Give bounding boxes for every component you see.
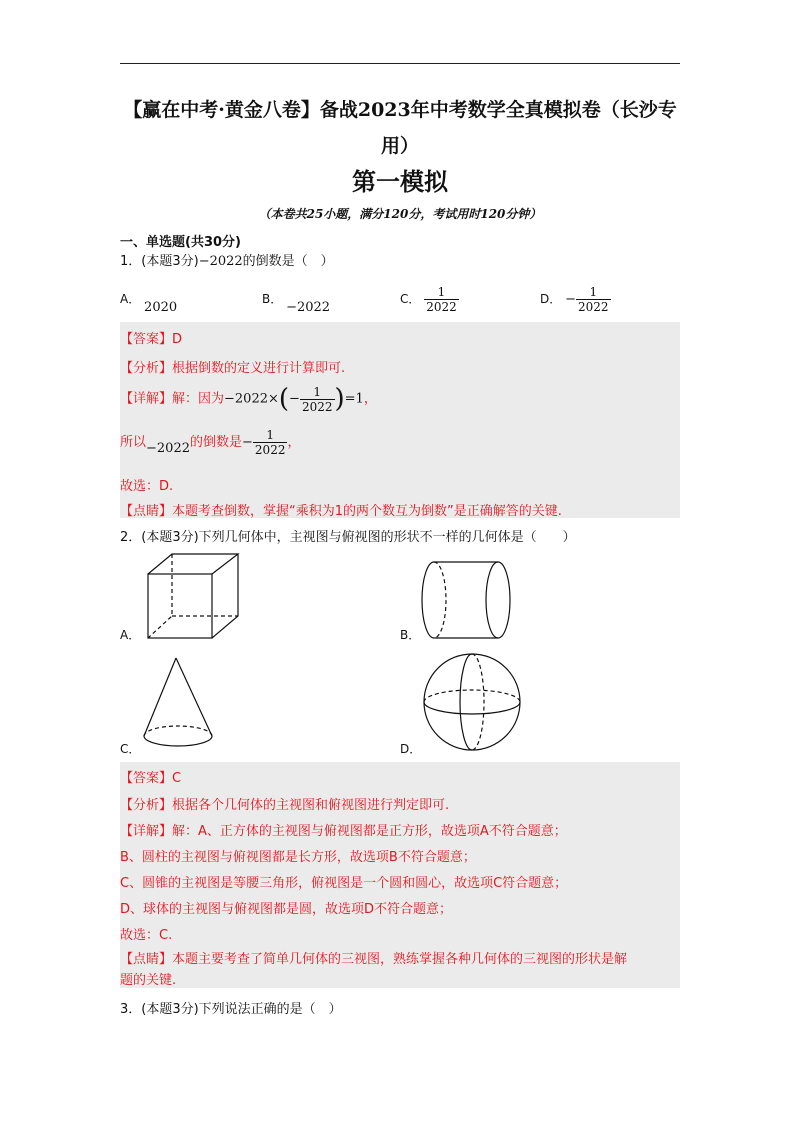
comma: ， (363, 391, 377, 407)
q2-answer: 【答案】C (120, 771, 182, 786)
q1-analysis: 【分析】根据倒数的定义进行计算即可. (120, 361, 346, 376)
paren-close: ) (334, 384, 345, 414)
so-prefix: 所以 (120, 435, 147, 450)
option-value: −2022 (286, 300, 331, 315)
detail-prefix: 【详解】解：因为 (120, 391, 225, 407)
so-math: −2022 (146, 441, 190, 456)
q1-choose: 故选：D. (120, 479, 174, 494)
q2-line-c: C、圆锥的主视图是等腰三角形，俯视图是一个圆和圆心，故选项C符合题意； (120, 876, 568, 891)
minus-sign: − (242, 435, 253, 450)
minus-sign: − (289, 391, 300, 407)
q1-suffix: 的倒数是（ ） (242, 254, 334, 269)
q2-option-c-label: C． (120, 742, 141, 756)
numerator: 1 (253, 428, 288, 443)
fraction (300, 385, 335, 414)
title-line-2: 用） (380, 135, 419, 157)
q2-comment-1: 【点睛】本题主要考查了简单几何体的三视图，熟练掌握各种几何体的三视图的形状是解 (120, 952, 628, 967)
section-title: 一、单选题(共30分) (120, 235, 241, 250)
title-line-1: 【赢在中考·黄金八卷】备战2023年中考数学全真模拟卷（长沙专 (123, 99, 677, 121)
comma: ， (287, 435, 301, 450)
q1-option-b (262, 290, 331, 315)
equals-one: =1 (344, 391, 364, 407)
q1-option-d (540, 285, 611, 314)
q2-detail: 【详解】解：A、正方体的主视图与俯视图都是正方形，故选项A不符合题意； (120, 824, 567, 839)
option-label: B． (262, 292, 283, 306)
denominator: 2022 (426, 300, 457, 314)
denominator: 2022 (254, 443, 286, 457)
numerator: 1 (300, 385, 335, 400)
fraction (424, 285, 459, 314)
q2-comment-2: 题的关键. (120, 973, 177, 988)
q1-option-c (400, 285, 459, 314)
option-value: 2020 (144, 300, 178, 315)
q1-math: −2022 (198, 254, 243, 269)
denominator: 2022 (301, 399, 333, 414)
q2-analysis: 【分析】根据各个几何体的主视图和俯视图进行判定即可. (120, 798, 450, 813)
question-3-stem: 3．(本题3分)下列说法正确的是（ ） (120, 1002, 342, 1017)
q1-prefix: 1．(本题3分) (120, 254, 199, 269)
q1-answer-box (120, 322, 680, 518)
q2-line-d: D、球体的主视图与俯视图都是圆，故选项D不符合题意； (120, 902, 453, 917)
cone-figure (140, 656, 220, 752)
option-label: C． (400, 292, 421, 306)
q2-option-b-label: B． (400, 628, 421, 642)
top-rule (120, 63, 680, 64)
q1-answer: 【答案】D (120, 332, 183, 347)
exam-note: （本卷共25小题，满分120分，考试用时120分钟） (258, 207, 542, 221)
sphere-figure (422, 652, 526, 756)
fraction (253, 428, 288, 457)
q1-option-a (120, 290, 178, 315)
numerator: 1 (576, 285, 611, 300)
q2-option-a-label: A． (120, 628, 141, 642)
q2-answer-box (120, 762, 680, 988)
detail-math: −2022× (224, 391, 279, 407)
q2-option-d-label: D． (400, 742, 422, 756)
option-label: D． (540, 292, 562, 306)
numerator: 1 (424, 285, 459, 300)
denominator: 2022 (577, 300, 609, 314)
cube-figure (140, 552, 250, 642)
question-2-stem: 2．(本题3分)下列几何体中，主视图与俯视图的形状不一样的几何体是（ ） (120, 530, 576, 545)
fraction (576, 285, 611, 314)
question-1-stem (120, 250, 334, 269)
q1-comment: 【点睛】本题考查倒数，掌握“乘积为1的两个数互为倒数”是正确解答的关键. (120, 504, 562, 519)
page-title (120, 92, 680, 164)
page-subtitle: 第一模拟 (352, 168, 448, 196)
so-mid: 的倒数是 (190, 435, 243, 450)
q2-choose: 故选：C. (120, 928, 173, 943)
cylinder-figure (418, 558, 518, 644)
option-label: A． (120, 292, 141, 306)
minus-sign: − (565, 292, 576, 307)
paren-open: ( (278, 384, 290, 414)
q1-detail (120, 384, 377, 414)
q2-line-b: B、圆柱的主视图与俯视图都是长方形，故选项B不符合题意； (120, 850, 476, 865)
q1-so (120, 428, 300, 457)
